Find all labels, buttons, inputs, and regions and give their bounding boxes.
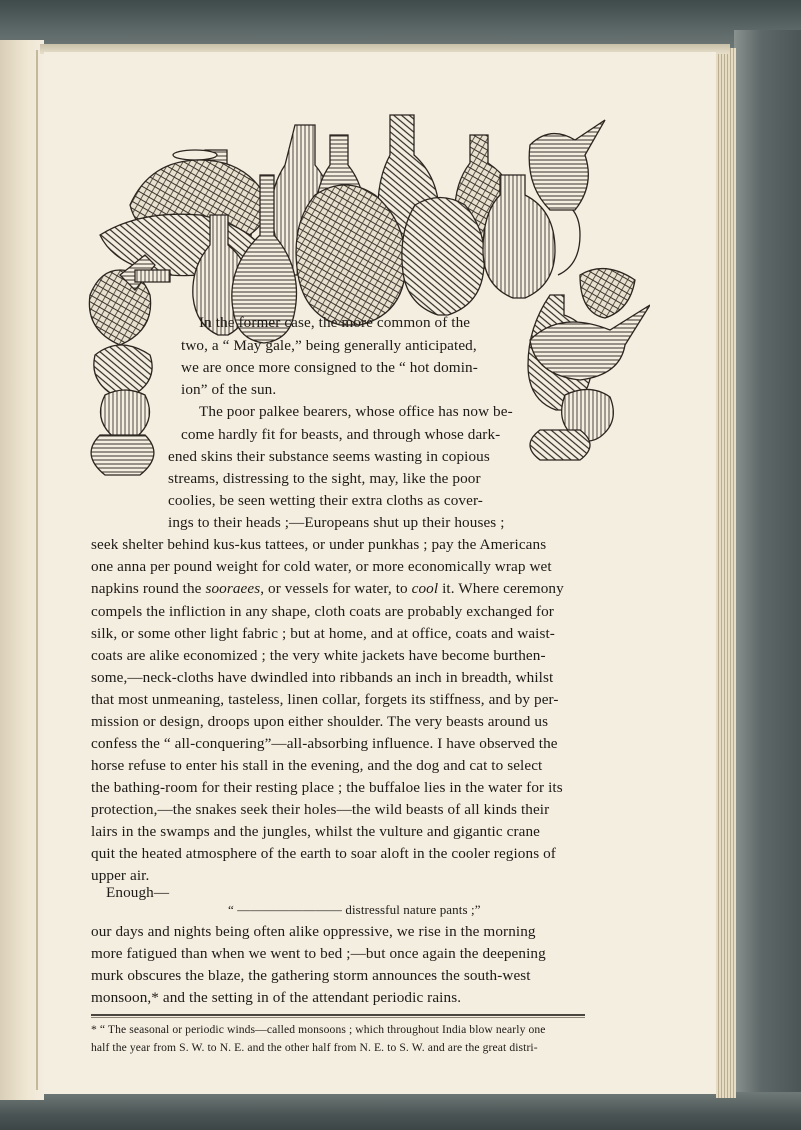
- text-line: ion” of the sun.: [181, 381, 277, 398]
- italic-term: cool: [411, 580, 439, 597]
- page-edges: [716, 48, 736, 1098]
- footnote-rule-thin: [91, 1017, 585, 1018]
- text-line: [91, 578, 564, 599]
- text-line: that most unmeaning, tasteless, linen collar, forgets its stiffness, and by per-: [91, 691, 559, 708]
- text-line: upper air.: [91, 867, 150, 884]
- text-line: ings to their heads ;—Europeans shut up their houses ;: [168, 514, 505, 531]
- text-line: we are once more consigned to the “ hot domin-: [181, 359, 478, 376]
- text-line: coolies, be seen wetting their extra cloths as cover-: [168, 492, 483, 509]
- cover-right: [734, 30, 801, 1110]
- text-run: , or vessels for water, to: [260, 580, 412, 597]
- text-run: it. Where ceremony: [438, 580, 564, 597]
- text-line: mission or design, droops upon either shoulder. The very beasts around us: [91, 713, 549, 730]
- text-line: Enough—: [106, 884, 170, 901]
- text-line: compels the infliction in any shape, cloth coats are probably exchanged for: [91, 603, 554, 620]
- gutter-line: [36, 50, 38, 1090]
- text-line: streams, distressing to the sight, may, like the poor: [168, 470, 481, 487]
- text-line: monsoon,* and the setting in of the attendant periodic rains.: [91, 989, 462, 1006]
- footnote-rule: [91, 1014, 585, 1016]
- text-line: silk, or some other light fabric ; but at home, and at office, coats and waist-: [91, 625, 555, 642]
- text-line: protection,—the snakes seek their holes—the wild beasts of all kinds their: [91, 801, 550, 818]
- text-line: some,—neck-cloths have dwindled into ribbands an inch in breadth, whilst: [91, 669, 554, 686]
- text-line: quit the heated atmosphere of the earth to soar aloft in the cooler regions of: [91, 845, 556, 862]
- text-line: two, a “ May gale,” being generally anticipated,: [181, 337, 477, 354]
- text-line: come hardly fit for beasts, and through whose dark-: [181, 426, 501, 443]
- text-line: horse refuse to enter his stall in the evening, and the dog and cat to select: [91, 757, 543, 774]
- text-line: murk obscures the blaze, the gathering storm announces the south-west: [91, 967, 531, 984]
- text-line: half the year from S. W. to N. E. and the other half from N. E. to S. W. and are the great distri-: [91, 1041, 538, 1054]
- text-line: coats are alike economized ; the very white jackets have become burthen-: [91, 647, 546, 664]
- text-line: * “ The seasonal or periodic winds—called monsoons ; which throughout India blow nearly one: [91, 1023, 546, 1036]
- text-line: The poor palkee bearers, whose office has now be-: [199, 403, 513, 420]
- text-line: the bathing-room for their resting place ; the buffaloe lies in the water for its: [91, 779, 563, 796]
- cover-bottom: [0, 1092, 801, 1130]
- text-run: napkins round the: [91, 580, 206, 597]
- text-line: more fatigued than when we went to bed ;—but once again the deepening: [91, 945, 546, 962]
- text-line: seek shelter behind kus-kus tattees, or under punkhas ; pay the Americans: [91, 536, 547, 553]
- text-line: one anna per pound weight for cold water, or more economically wrap wet: [91, 558, 552, 575]
- text-line: lairs in the swamps and the jungles, whilst the vulture and gigantic crane: [91, 823, 540, 840]
- text-line: ened skins their substance seems wasting in copious: [168, 448, 490, 465]
- text-line: our days and nights being often alike oppressive, we rise in the morning: [91, 923, 536, 940]
- text-line: confess the “ all-conquering”—all-absorbing influence. I have observed the: [91, 735, 558, 752]
- text-line: In the former case, the more common of the: [199, 314, 471, 331]
- italic-term: sooraees: [205, 580, 261, 597]
- text-line: “ ———————— distressful nature pants ;”: [228, 902, 481, 917]
